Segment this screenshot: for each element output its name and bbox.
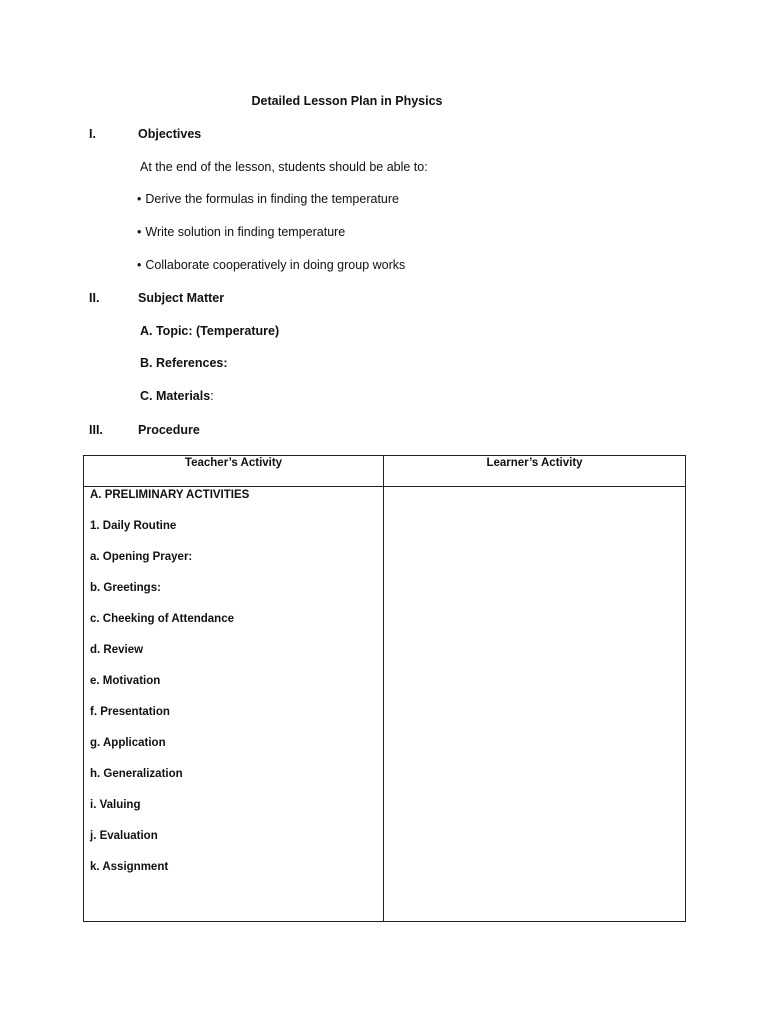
table-header-row bbox=[84, 456, 686, 487]
section-title-subject-matter: Subject Matter bbox=[138, 291, 225, 305]
document-title: Detailed Lesson Plan in Physics bbox=[251, 94, 443, 108]
subject-topic: A. Topic: (Temperature) bbox=[140, 324, 280, 338]
section-number-objectives: I. bbox=[89, 127, 96, 141]
objective-text: Collaborate cooperatively in doing group works bbox=[145, 258, 406, 272]
teacher-activity-cell bbox=[84, 487, 384, 922]
section-number-procedure: III. bbox=[89, 423, 103, 437]
section-number-subject-matter: II. bbox=[89, 291, 100, 305]
learner-activity-header: Learner’s Activity bbox=[384, 456, 686, 487]
bullet-symbol: • bbox=[137, 192, 142, 206]
objective-text: Write solution in finding temperature bbox=[145, 225, 346, 239]
activity-item: g. Application bbox=[90, 737, 166, 749]
learner-activity-cell bbox=[384, 487, 686, 922]
activity-item: i. Valuing bbox=[90, 799, 141, 811]
activity-item: c. Cheeking of Attendance bbox=[90, 613, 234, 625]
subject-references: B. References: bbox=[140, 356, 228, 370]
subject-materials bbox=[140, 389, 214, 403]
section-title-procedure: Procedure bbox=[138, 423, 200, 437]
section-title-objectives: Objectives bbox=[138, 127, 202, 141]
activity-item: j. Evaluation bbox=[90, 830, 158, 842]
objective-bullet bbox=[137, 225, 345, 239]
objective-text: Derive the formulas in finding the temperature bbox=[145, 192, 399, 206]
activity-item: a. Opening Prayer: bbox=[90, 551, 193, 563]
teacher-activity-header: Teacher’s Activity bbox=[84, 456, 384, 487]
activity-item: b. Greetings: bbox=[90, 582, 161, 594]
objectives-intro: At the end of the lesson, students should be able to: bbox=[140, 160, 428, 174]
activity-item: k. Assignment bbox=[90, 861, 169, 873]
materials-colon: : bbox=[210, 389, 214, 403]
table-row bbox=[84, 487, 686, 922]
activity-item: h. Generalization bbox=[90, 768, 183, 780]
objective-bullet bbox=[137, 258, 405, 272]
procedure-table bbox=[83, 455, 686, 922]
activity-item: 1. Daily Routine bbox=[90, 520, 177, 532]
activity-item: d. Review bbox=[90, 644, 144, 656]
bullet-symbol: • bbox=[137, 258, 142, 272]
materials-label: C. Materials bbox=[140, 389, 211, 403]
bullet-symbol: • bbox=[137, 225, 142, 239]
activity-item: f. Presentation bbox=[90, 706, 170, 718]
activity-item: e. Motivation bbox=[90, 675, 161, 687]
objective-bullet bbox=[137, 192, 399, 206]
activity-item: A. PRELIMINARY ACTIVITIES bbox=[90, 489, 250, 501]
